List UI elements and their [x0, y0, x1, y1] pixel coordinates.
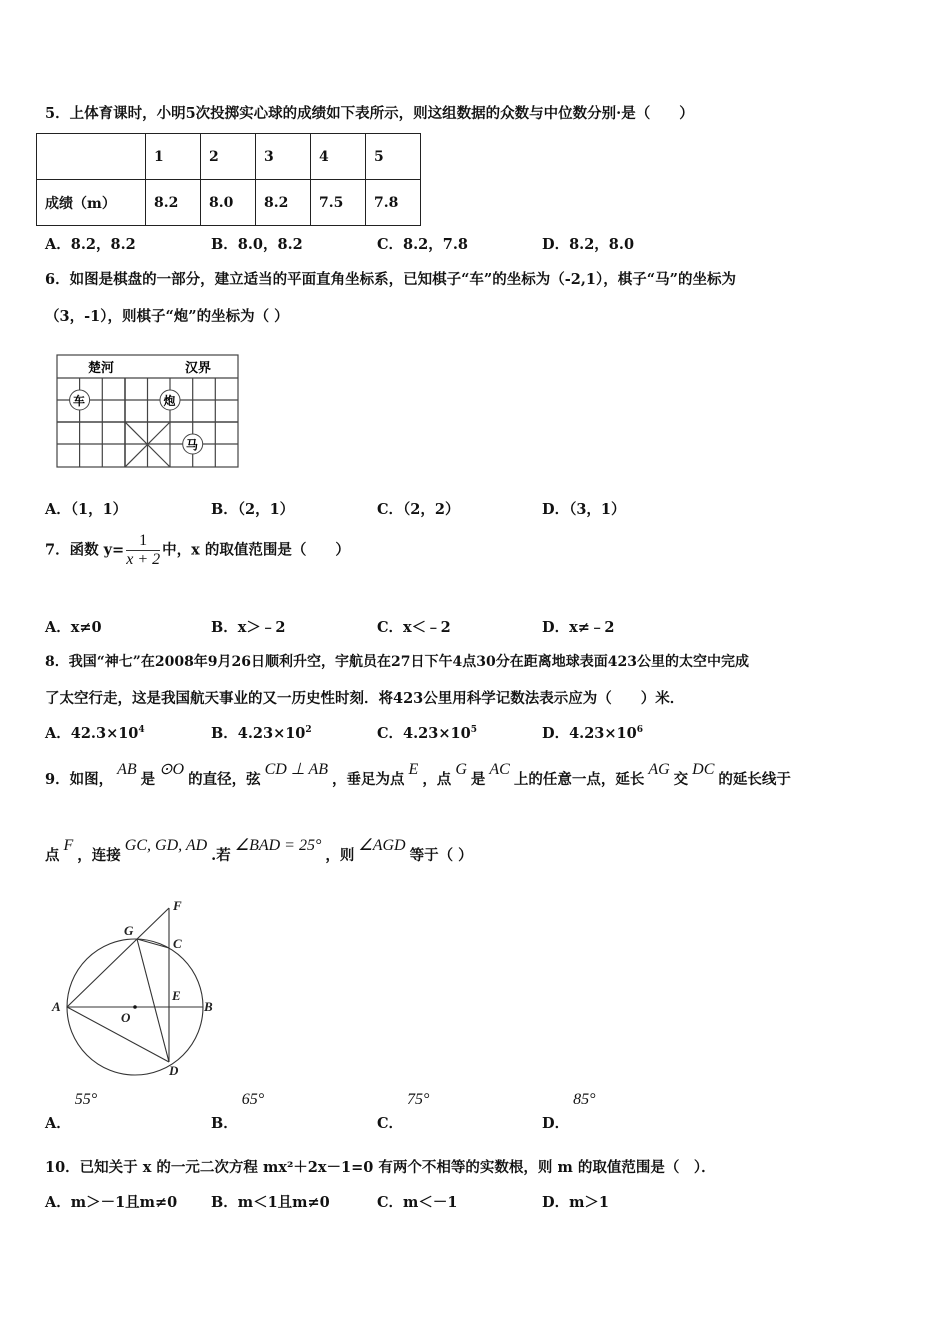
fraction-denominator: x + 2	[126, 551, 161, 568]
fraction-numerator: 1	[126, 532, 160, 551]
piece-ma	[183, 434, 203, 454]
q8-line1: 8．我国“神七”在2008年9月26日顺利升空，宇航员在27日下午4点30分在距离地球表面423公里的太空中完成	[45, 654, 749, 670]
table-cell: 8.0	[201, 180, 256, 226]
svg-text:炮: 炮	[163, 394, 176, 408]
table-header-row	[37, 134, 421, 180]
q6-option-d: D．（3，1）	[542, 501, 626, 518]
q5-text: 5．上体育课时，小明5次投掷实心球的成绩如下表所示，则这组数据的众数与中位数分别·是（ ）	[45, 105, 694, 122]
label-d: D	[169, 1063, 179, 1078]
table-cell: 3	[256, 134, 311, 180]
q9-option-c: C．75°	[377, 1091, 430, 1132]
q8-option-b: B．$4.23\times 10^2$	[211, 725, 312, 742]
table-cell: 8.2	[146, 180, 201, 226]
q6-option-b: B．（2，1）	[211, 501, 295, 518]
q6-option-c: C．（2，2）	[377, 501, 460, 518]
table-cell	[37, 134, 146, 180]
q8-option-c: C．$4.23\times 10^5$	[377, 725, 477, 742]
label-a: A	[52, 999, 61, 1014]
label-c: C	[173, 936, 182, 951]
q10-option-a: A．m＞－1且m≠0	[45, 1194, 178, 1211]
q5-score-table	[36, 133, 421, 226]
svg-text:车: 车	[73, 394, 86, 408]
q7-prefix: 7．函数 y=	[45, 541, 125, 559]
circle-geometry-figure	[45, 890, 225, 1085]
q10-text: 10．已知关于 x 的一元二次方程 mx²＋2x－1=0 有两个不相等的实数根，则 m 的取值范围是（ ）．	[45, 1159, 716, 1176]
q6-option-a: A．（1，1）	[45, 501, 128, 518]
table-cell: 2	[201, 134, 256, 180]
q7-option-b: B．x＞﹣2	[211, 619, 286, 636]
q7-text	[45, 532, 350, 569]
q7-suffix: 中，x 的取值范围是（ ）	[162, 541, 350, 559]
q7-option-d: D．x≠﹣2	[542, 619, 615, 636]
piece-pao	[160, 390, 180, 410]
table-row	[37, 180, 421, 226]
q7-option-c: C．x＜﹣2	[377, 619, 451, 636]
table-cell: 成绩（m）	[37, 180, 146, 226]
q9-line1: 9．如图，AB是⊙O的直径，弦CD ⊥ AB，垂足为点E，点G是AC上的任意一点，延长AG交DC的延长线于	[45, 761, 791, 788]
table-cell: 4	[311, 134, 366, 180]
river-left-label: 楚河	[88, 360, 115, 375]
table-cell: 5	[366, 134, 421, 180]
table-cell: 7.5	[311, 180, 366, 226]
table-cell: 1	[146, 134, 201, 180]
q5-option-b: B．8.0，8.2	[211, 236, 303, 253]
svg-text:马: 马	[186, 438, 199, 452]
q10-option-c: C．m＜－1	[377, 1194, 458, 1211]
q9-line2: 点F，连接GC, GD, AD.若∠BAD = 25°，则∠AGD等于（ ）	[45, 837, 473, 864]
label-e: E	[172, 988, 181, 1003]
table-cell: 7.8	[366, 180, 421, 226]
label-o: O	[121, 1010, 131, 1025]
q10-option-d: D．m＞1	[542, 1194, 610, 1211]
q5-option-c: C．8.2，7.8	[377, 236, 468, 253]
chessboard-figure	[50, 350, 245, 475]
q5-option-d: D．8.2，8.0	[542, 236, 635, 253]
label-g: G	[124, 923, 134, 938]
fraction	[126, 532, 160, 569]
river-right-label: 汉界	[185, 360, 212, 375]
q8-option-d: D．$4.23\times 10^6$	[542, 725, 643, 742]
q7-option-a: A．x≠0	[45, 619, 102, 636]
label-f: F	[173, 898, 182, 913]
q9-option-a: A．55°	[45, 1091, 98, 1132]
q8-option-a: A．$42.3\times 10^4$	[45, 725, 145, 742]
q6-line2: （3，-1），则棋子“炮”的坐标为（ ）	[45, 308, 289, 325]
q6-line1: 6．如图是棋盘的一部分，建立适当的平面直角坐标系，已知棋子“车”的坐标为（-2,1），棋子“马”的坐标为	[45, 271, 736, 288]
table-cell: 8.2	[256, 180, 311, 226]
q5-option-a: A．8.2，8.2	[45, 236, 136, 253]
piece-che	[70, 390, 90, 410]
q10-option-b: B．m＜1且m≠0	[211, 1194, 330, 1211]
q9-option-b: B．65°	[211, 1091, 265, 1132]
q9-option-d: D．85°	[542, 1091, 596, 1132]
q8-line2: 了太空行走，这是我国航天事业的又一历史性时刻．将423公里用科学记数法表示应为（ ）米．	[45, 690, 685, 707]
label-b: B	[204, 999, 213, 1014]
